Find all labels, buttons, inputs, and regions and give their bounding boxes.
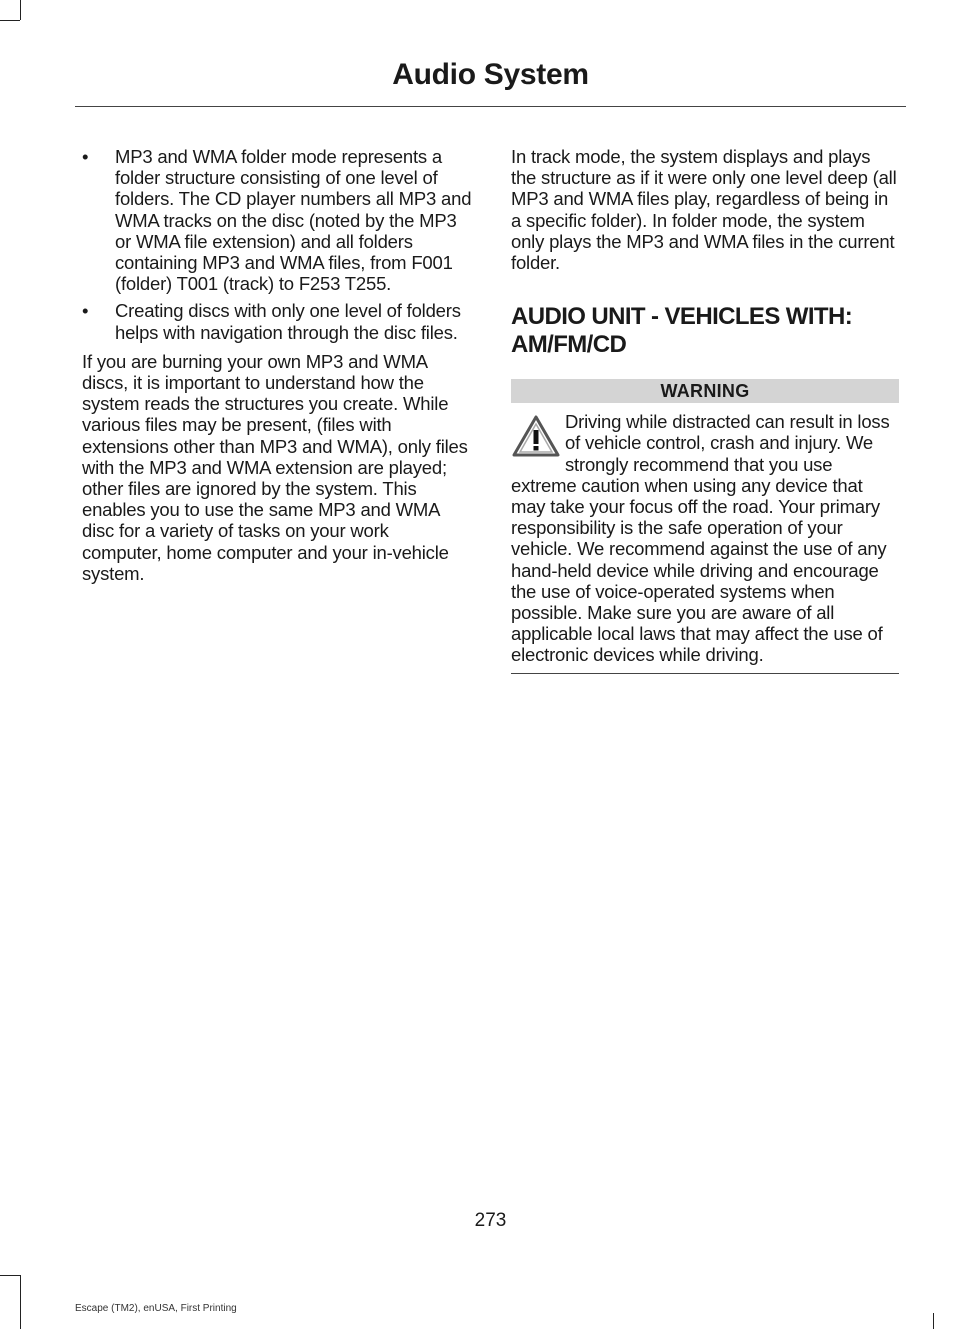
bullet-marker: •	[82, 146, 89, 167]
list-item	[82, 146, 472, 294]
crop-mark	[20, 0, 21, 20]
list-item-text: MP3 and WMA folder mode represents a folder structure consisting of one level of folders. The CD player numbers all MP3 and WMA tracks on the disc (noted by the MP3 or WMA file extension) and all folders containing MP3 and WMA files, from F001 (folder) T001 (track) to F253 T255.	[115, 146, 472, 295]
crop-mark	[0, 1275, 20, 1276]
warning-divider	[511, 673, 899, 674]
section-heading: AUDIO UNIT - VEHICLES WITH: AM/FM/CD	[511, 303, 853, 359]
crop-mark	[0, 20, 20, 21]
left-column	[82, 146, 472, 584]
page-title: Audio System	[392, 58, 589, 91]
right-column	[511, 146, 899, 674]
crop-mark	[20, 1275, 21, 1329]
bullet-marker: •	[82, 300, 89, 322]
warning-label: WARNING	[511, 379, 899, 403]
body-paragraph: If you are burning your own MP3 and WMA discs, it is important to understand how the system reads the structures you create. While various files may be present, (files with extensions other than MP3 and WMA), only files with the MP3 and WMA extension are played; other files are ignored by the system. This enables you to use the same MP3 and WMA disc for a variety of tasks on your work computer, home computer and your in-vehicle system.	[82, 350, 468, 584]
warning-triangle-icon	[511, 413, 561, 459]
list-item	[82, 300, 472, 342]
page-number: 273	[474, 1210, 507, 1231]
warning-box	[511, 411, 899, 665]
edition-footer: Escape (TM2), enUSA, First Printing	[75, 1303, 237, 1314]
list-item-text: Creating discs with only one level of folders helps with navigation through the disc files.	[115, 300, 461, 343]
body-paragraph: In track mode, the system displays and plays the structure as if it were only one level deep (all MP3 and WMA files play, regardless of being in a specific folder). In folder mode, the system only plays the MP3 and WMA files in the current folder.	[511, 146, 897, 274]
title-divider	[75, 106, 906, 107]
warning-text: Driving while distracted can result in loss of vehicle control, crash and injury. We strongly recommend that you use extreme caution when using any device that may take your focus off the road. Your primary responsibility is the safe operation of your vehicle. We recommend against the use of any hand-held device while driving and encourage the use of voice-operated systems when possible. Make sure you are aware of all applicable local laws that may affect the use of electronic devices while driving.	[511, 411, 890, 666]
crop-mark	[933, 1313, 934, 1329]
